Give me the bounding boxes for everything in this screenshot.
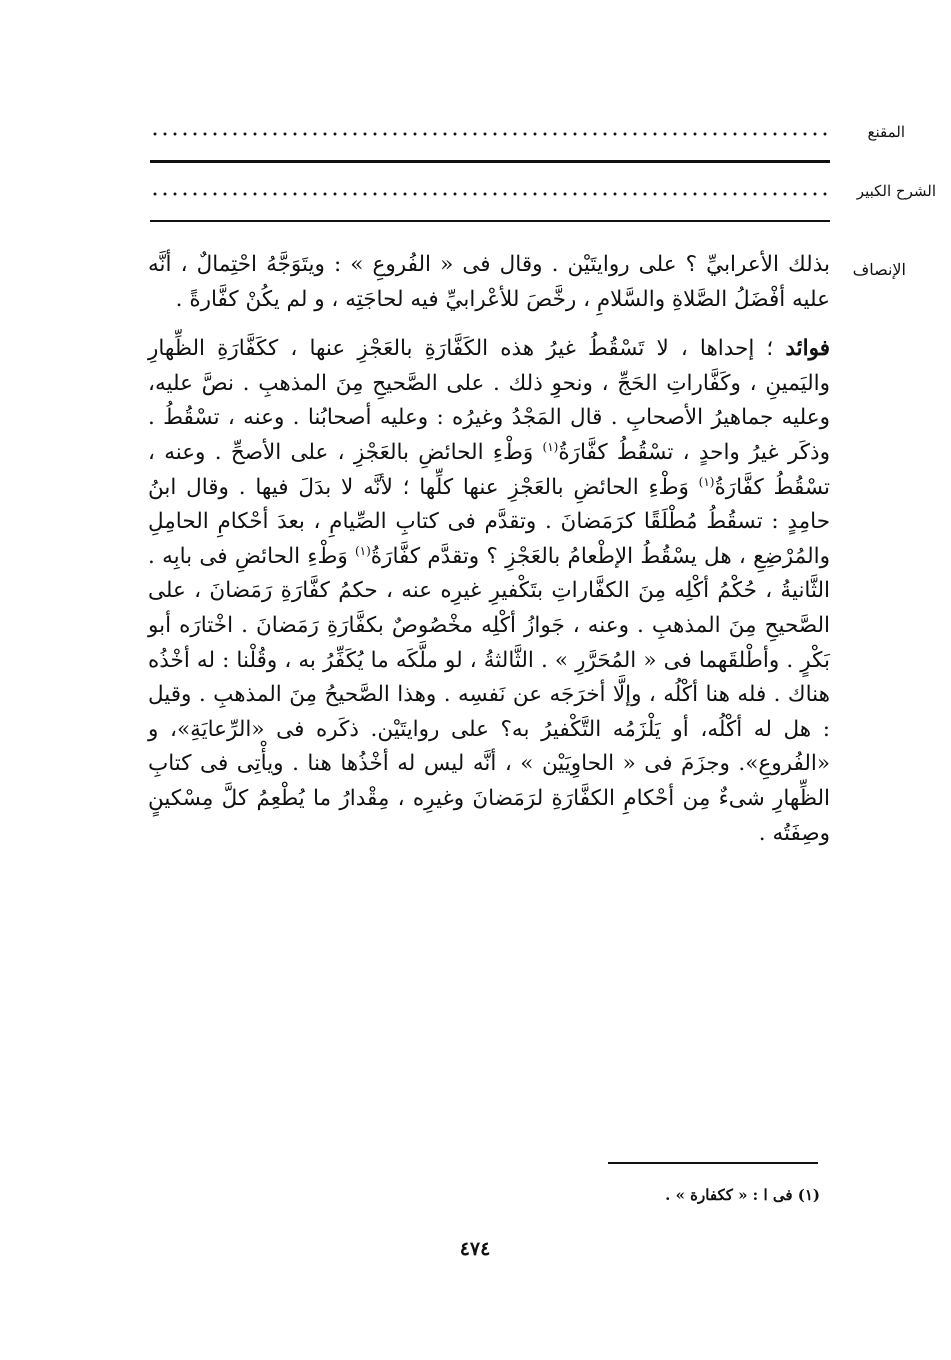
fawaid-heading: فوائد xyxy=(785,336,830,362)
section-divider-thin xyxy=(150,220,830,222)
insaf-text xyxy=(148,248,830,851)
paragraph-1: بذلك الأعرابيِّ ؟ على روايتَيْن . وقال فى « الفُروعِ » : ويتَوَجَّهُ احْتِمالٌ ، أنَّه عليه أفْضَلُ الصَّلاةِ والسَّلامِ ، رخَّصَ للأعْرابيِّ فيه لحاجَتِه ، و لم يكُنْ كفَّارةً . xyxy=(148,252,830,312)
footnote-separator xyxy=(608,1162,818,1164)
paragraph-fawaid-part-d: وَطْءِ الحائضِ فى بابِه . الثَّانيةُ ، حُكْمُ أكْلِه مِنَ الكفَّاراتِ بتَكْفيرِ غيرِه عنه ، حكمُ كفَّارَةِ رَمَضانَ ، على الصَّحيحِ مِنَ المذهبِ . وعنه ، جَوازُ أكْلِه مخْصُوصٌ بكفَّارَةِ رَمَضانَ . اخْتارَه أبو بَكْرٍ . وأطْلقَهما فى « المُحَرَّرِ » . الثَّالثةُ ، لو ملَّكَه ما يُكَفِّرُ به ، وقُلْنا : له أخْذُه هناك . فله هنا أكْلُه ، وإلَّا أخرَجَه عن نَفسِه . وهذا الصَّحيحُ مِنَ المذهبِ . وقيل : هل له أكْلُه، أو يَلْزَمُه التَّكْفيرُ به؟ على روايتَيْن. ذكَره فى «الرِّعايَةِ»، و «الفُروعِ». وجزَمَ فى « الحاوِيَيْن » ، أنَّه ليس له أخْذُها هنا . ويأْتِى فى كتابِ الظِّهارِ شىءٌ مِن أحْكامِ الكفَّارَةِ لرَمَضانَ وغيرِه ، مِقْدارُ ما يُطْعِمُ كلَّ مِسْكينٍ وصِفَتُه . xyxy=(148,543,830,846)
footnote-ref-1: (١) xyxy=(542,439,559,454)
muqni-dotted-line xyxy=(150,132,830,136)
paragraph-fawaid-part-a: ؛ إحداها ، لا تَسْقُطُ غيرُ هذه الكَفَّارَةِ بالعَجْزِ عنها ، ككَفَّارَةِ الظِّهارِ واليَمينِ ، وكَفَّاراتِ الحَجِّ ، ونحوِ ذلك . على الصَّحيحِ مِنَ المذهبِ . نصَّ عليه، وعليه جماهيرُ الأصحابِ . قال المَجْدُ وغيرُه : وعليه أصحابُنا . وعنه ، تسْقُطُ . وذكَر غيرُ واحدٍ ، تسْقُطُ كفَّارَةُ xyxy=(148,336,830,465)
footnote-1: (١) فى ا : « ككفارة » . xyxy=(665,1186,820,1204)
paragraph-fawaid-part-c: وَطْءِ الحائضِ بالعَجْزِ عنها كلِّها ؛ لأنَّه لا بدَلَ فيها . وقال ابنُ حامِدٍ : تسقُطُ مُطْلَقًا كرَمَضانَ . وتقدَّم فى كتابِ الصِّيامِ ، بعدَ أحْكامِ الحامِلِ والمُرْضِعِ ، هل يسْقُطُ الإطْعامُ بالعَجْزِ ؟ وتقدَّم كفَّارَةُ xyxy=(148,474,831,569)
sharh-label: الشرح الكبير xyxy=(856,182,936,200)
footnote-ref-2: (١) xyxy=(698,474,715,489)
paragraph-fawaid-part-b: وَطْءِ الحائضِ بالعَجْزِ ، على الأصحِّ . وعنه ، تسْقُطُ كفَّارَةُ xyxy=(148,439,830,500)
insaf-label: الإنصاف xyxy=(852,260,906,279)
section-divider-thick xyxy=(150,160,830,163)
paragraph-fawaid xyxy=(148,332,830,851)
sharh-dotted-line xyxy=(150,192,830,196)
muqni-label: المقنع xyxy=(867,123,905,141)
footnote-ref-3: (١) xyxy=(354,543,371,558)
page-number: ٤٧٤ xyxy=(459,1238,491,1260)
